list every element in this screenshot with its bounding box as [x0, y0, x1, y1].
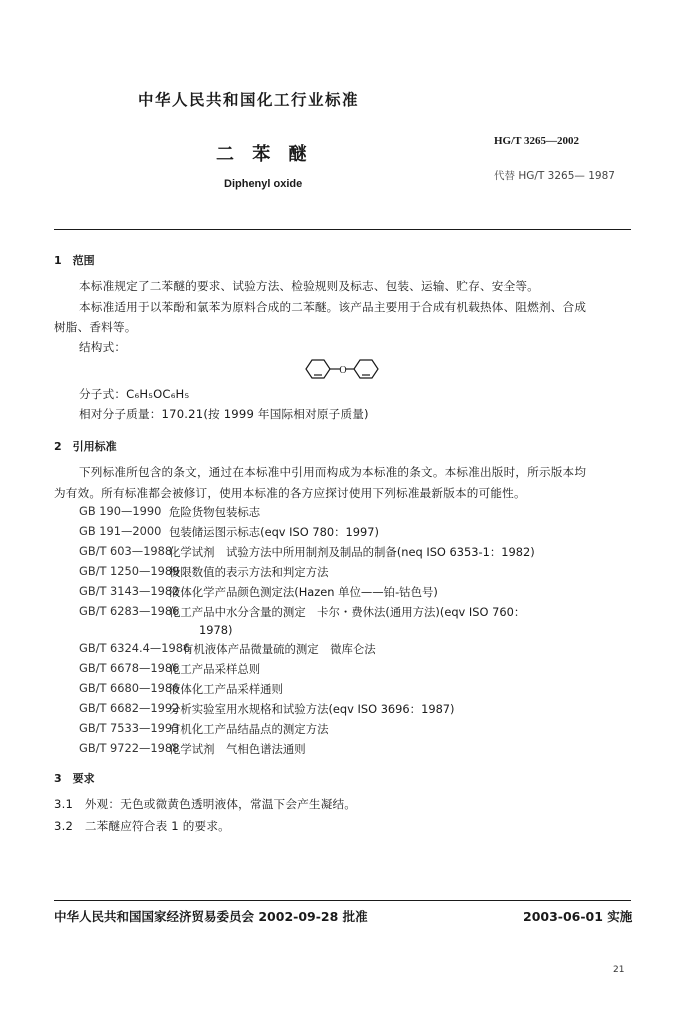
section-1-para-1: 本标准规定了二苯醚的要求、试验方法、检验规则及标志、包装、运输、贮存、安全等。	[79, 279, 539, 293]
section-2-heading: 2 引用标准	[54, 440, 117, 453]
reference-title-continuation: 1978)	[199, 623, 233, 637]
reference-item	[79, 641, 639, 659]
requirement-3-2: 3.2 二苯醚应符合表 1 的要求。	[54, 819, 230, 833]
reference-item	[79, 524, 639, 542]
reference-title: 液体化工产品采样通则	[169, 682, 283, 696]
reference-title: 化学试剂 气相色谱法通则	[169, 742, 306, 756]
requirement-3-1: 3.1 外观：无色或微黄色透明液体，常温下会产生凝结。	[54, 797, 357, 811]
reference-item	[79, 544, 639, 562]
molecular-formula: 分子式：C₆H₅OC₆H₅	[79, 387, 190, 401]
reference-code: GB/T 6324.4—1986	[79, 641, 191, 655]
reference-item	[79, 584, 639, 602]
section-3-heading: 3 要求	[54, 772, 95, 785]
document-title-en: Diphenyl oxide	[224, 178, 303, 190]
reference-title: 分析实验室用水规格和试验方法(eqv ISO 3696：1987)	[169, 702, 455, 716]
section-1-para-2a: 本标准适用于以苯酚和氯苯为原料合成的二苯醚。该产品主要用于合成有机载热体、阻燃剂、合成	[79, 300, 587, 314]
section-1-para-2b: 树脂、香料等。	[54, 320, 137, 334]
document-title-cn: 二 苯 醚	[216, 144, 313, 165]
approval-note: 中华人民共和国国家经济贸易委员会 2002-09-28 批准	[54, 909, 368, 924]
reference-title: 化工产品中水分含量的测定 卡尔・费休法(通用方法)(eqv ISO 760：	[169, 605, 526, 619]
reference-item	[79, 741, 639, 759]
reference-item	[79, 681, 639, 699]
reference-code: GB/T 6678—1986	[79, 661, 180, 675]
reference-code: GB 190—1990	[79, 504, 162, 518]
section-2-para-1b: 为有效。所有标准都会被修订，使用本标准的各方应探讨使用下列标准最新版本的可能性。	[54, 486, 526, 500]
reference-code: GB/T 6680—1986	[79, 681, 180, 695]
issuing-authority: 中华人民共和国化工行业标准	[138, 91, 360, 109]
reference-code: GB/T 3143—1982	[79, 584, 180, 598]
reference-title: 危险货物包装标志	[169, 505, 261, 519]
page-number: 21	[613, 965, 625, 975]
reference-code: GB/T 6682—1992	[79, 701, 180, 715]
reference-title: 有机液体产品微量硫的测定 微库仑法	[182, 642, 376, 656]
reference-code: GB/T 1250—1989	[79, 564, 180, 578]
structure-label: 结构式：	[79, 340, 127, 354]
reference-item	[79, 661, 639, 679]
standard-number: HG/T 3265—2002	[494, 135, 580, 147]
reference-item	[79, 604, 639, 640]
molecular-weight: 相对分子质量：170.21(按 1999 年国际相对原子质量)	[79, 407, 369, 421]
reference-code: GB/T 603—1988	[79, 544, 173, 558]
reference-title: 化工产品采样总则	[169, 662, 261, 676]
reference-code: GB 191—2000	[79, 524, 162, 538]
reference-title: 包装储运图示标志(eqv ISO 780：1997)	[169, 525, 379, 539]
reference-item	[79, 701, 639, 719]
implementation-date: 2003-06-01 实施	[523, 909, 633, 924]
section-1-heading: 1 范围	[54, 254, 95, 267]
section-2-para-1a: 下列标准所包含的条文，通过在本标准中引用而构成为本标准的条文。本标准出版时，所示版本均	[79, 465, 587, 479]
reference-title: 有机化工产品结晶点的测定方法	[169, 722, 329, 736]
reference-item	[79, 721, 639, 739]
reference-item	[79, 504, 639, 522]
reference-title: 极限数值的表示方法和判定方法	[169, 565, 329, 579]
svg-text:O: O	[339, 365, 347, 376]
header-divider	[54, 229, 631, 230]
footer-divider	[54, 900, 631, 901]
reference-code: GB/T 9722—1988	[79, 741, 180, 755]
reference-title: 液体化学产品颜色测定法(Hazen 单位——铂-钴色号)	[169, 585, 438, 599]
reference-code: GB/T 6283—1986	[79, 604, 180, 618]
structural-formula-diagram	[300, 356, 384, 382]
reference-code: GB/T 7533—1993	[79, 721, 180, 735]
replaces-standard: 代替 HG/T 3265— 1987	[494, 170, 615, 182]
reference-title: 化学试剂 试验方法中所用制剂及制品的制备(neq ISO 6353-1：1982)	[169, 545, 535, 559]
reference-item	[79, 564, 639, 582]
